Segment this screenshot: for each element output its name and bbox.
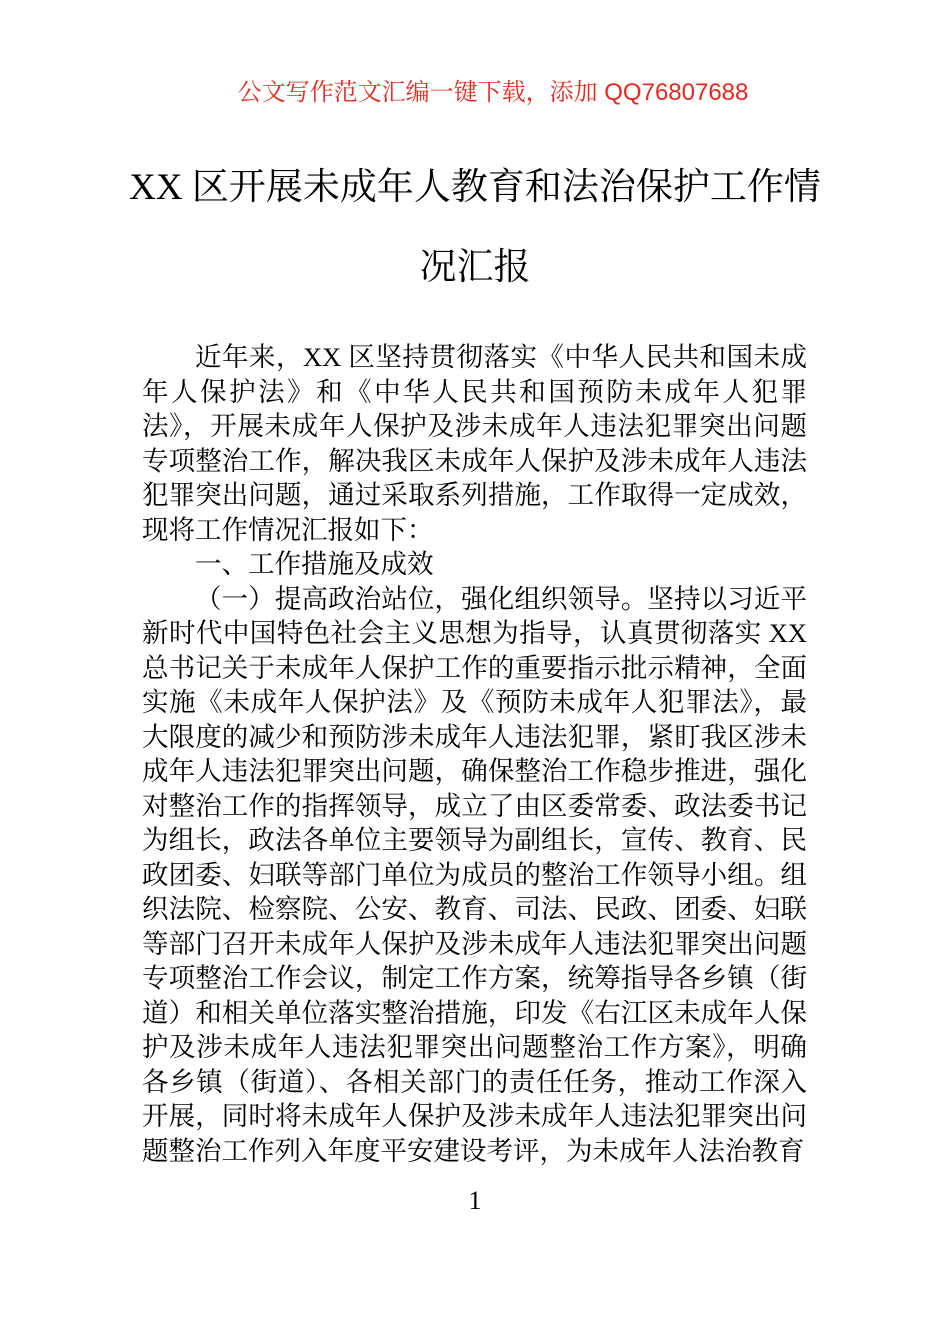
paragraph-section-1: （一）提高政治站位，强化组织领导。坚持以习近平新时代中国特色社会主义思想为指导，认真贯彻落实 XX 总书记关于未成年人保护工作的重要指示批示精神，全面实施《未成年人保护法》及《预防未成年人犯罪法》，最大限度的减少和预防涉未成年人违法犯罪，紧盯我区涉未成年人违法犯罪突出问题，确保整治工作稳步推进，强化对整治工作的指挥领导，成立了由区委常委、政法委书记为组长，政法各单位主要领导为副组长，宣传、教育、民政团委、妇联等部门单位为成员的整治工作领导小组。组织法院、检察院、公安、教育、司法、民政、团委、妇联等部门召开未成年人保护及涉未成年人违法犯罪突出问题专项整治工作会议，制定工作方案，统筹指导各乡镇（街道）和相关单位落实整治措施，印发《右江区未成年人保护及涉未成年人违法犯罪突出问题整治工作方案》，明确各乡镇（街道）、各相关部门的责任任务，推动工作深入开展，同时将未成年人保护及涉未成年人违法犯罪突出问题整治工作列入年度平安建设考评，为未成年人法治教育: [142, 583, 807, 1166]
section-heading: 一、工作措施及成效: [195, 549, 434, 579]
page-number: 1: [468, 1186, 482, 1215]
document-body: [142, 340, 807, 1170]
document-title: XX 区开展未成年人教育和法治保护工作情况汇报: [129, 167, 821, 288]
promo-header-note: 公文写作范文汇编一键下载，添加 QQ76807688: [237, 79, 749, 106]
paragraph-intro: 近年来，XX 区坚持贯彻落实《中华人民共和国未成年人保护法》和《中华人民共和国预防未成年人犯罪法》，开展未成年人保护及涉未成年人违法犯罪突出问题专项整治工作，解决我区未成年人保护及涉未成年人违法犯罪突出问题，通过采取系列措施，工作取得一定成效，现将工作情况汇报如下：: [142, 342, 807, 545]
